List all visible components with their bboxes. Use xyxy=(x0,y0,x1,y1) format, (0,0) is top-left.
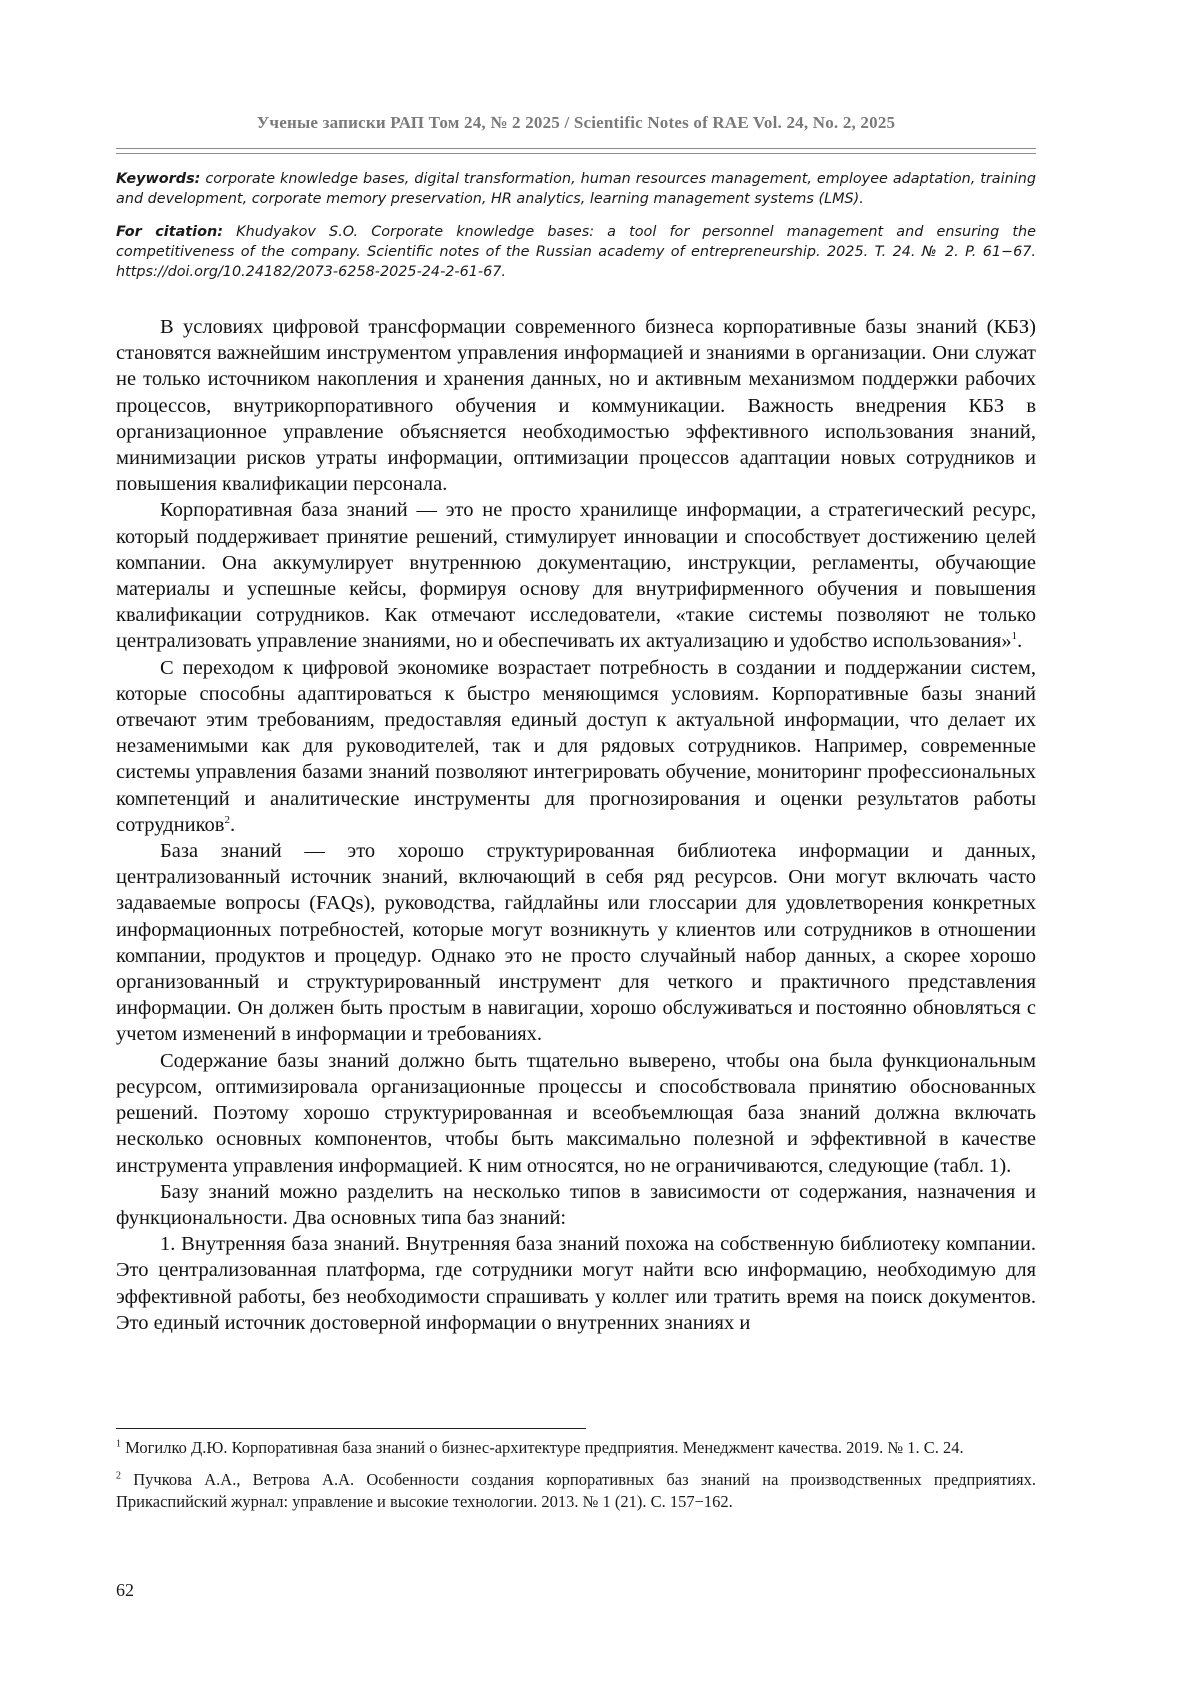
page-number: 62 xyxy=(116,1580,134,1600)
citation-label: For citation: xyxy=(116,224,224,240)
keywords-block xyxy=(116,169,1036,209)
body-paragraph xyxy=(116,838,1036,1048)
citation-block xyxy=(116,222,1036,282)
footnote-mark: 2 xyxy=(116,1470,121,1482)
body-paragraph xyxy=(116,497,1036,654)
paragraph-text: 1. Внутренняя база знаний. Внутренняя база знаний похожа на собственную библиотеку компании. Это централизованная платформа, где сотрудники могут найти всю информацию, необходимую для эффективной работы, без необходимости спрашивать у коллег или тратить время на поиск документов. Это единый источник достоверной информации о внутренних знаниях и xyxy=(116,1233,1036,1334)
paragraph-text: Базу знаний можно разделить на несколько типов в зависимости от содержания, назначения и функциональности. Два основных типа баз знаний: xyxy=(116,1180,1036,1229)
keywords-text: corporate knowledge bases, digital transformation, human resources management, employee adaptation, training and development, corporate memory preservation, HR analytics, learning management systems (LMS). xyxy=(116,171,1036,207)
footnote-text: Пучкова А.А., Ветрова А.А. Особенности создания корпоративных баз знаний на производственных предприятиях. Прикаспийский журнал: управление и высокие технологии. 2013. № 1 (21). С. 157−162. xyxy=(116,1470,1037,1511)
footnote-text: Могилко Д.Ю. Корпоративная база знаний о бизнес-архитектуре предприятия. Менеджмент качества. 2019. № 1. С. 24. xyxy=(125,1438,964,1457)
keywords-label: Keywords: xyxy=(116,171,201,187)
body-paragraph xyxy=(116,655,1036,838)
running-head: Ученые записки РАП Том 24, № 2 2025 / Scientific Notes of RAE Vol. 24, No. 2, 2025 xyxy=(256,113,896,132)
body-paragraph xyxy=(116,1048,1036,1179)
paragraph-text: Корпоративная база знаний — это не просто хранилище информации, а стратегический ресурс, который поддерживает принятие решений, стимулирует инновации и способствует достижению целей компании. Она аккумулирует внутреннюю документацию, инструкции, регламенты, обучающие материалы и успешные кейсы, формируя основу для внутрифирменного обучения и повышения квалификации сотрудников. Как отмечают исследователи, «такие системы позволяют не только централизовать управление знаниями, но и обеспечивать их актуализацию и удобство использования» xyxy=(116,499,1036,653)
footnote-ref[interactable]: 1 xyxy=(1011,630,1018,643)
citation-text: Khudyakov S.O. Corporate knowledge bases: a tool for personnel management and ensuring the competitiveness of the company. Scientific notes of the Russian academy of entrepreneurship. 2025. T. 24. № 2. P. 61−67. https://doi.org/10.24182/2073-6258-2025-24-2-61-67. xyxy=(116,224,1036,280)
footnote-item xyxy=(116,1469,1036,1513)
footnote-mark: 1 xyxy=(116,1438,121,1450)
footnote-ref[interactable]: 2 xyxy=(224,814,230,827)
paragraph-text: С переходом к цифровой экономике возрастает потребность в создании и поддержании систем, которые способны адаптироваться к быстро меняющимся условиям. Корпоративные базы знаний отвечают этим требованиям, предоставляя единый доступ к актуальной информации, что делает их незаменимыми как для руководителей, так и для рядовых сотрудников. Например, современные системы управления базами знаний позволяют интегрировать обучение, мониторинг профессиональных компетенций и аналитические инструменты для прогнозирования и оценки результатов работы сотрудников xyxy=(116,656,1036,836)
footnote-separator xyxy=(116,1428,586,1429)
body-paragraph xyxy=(116,314,1036,497)
header-rule-bottom xyxy=(116,153,1036,154)
paragraph-text: База знаний — это хорошо структурированная библиотека информации и данных, централизованный источник знаний, включающий в себя ряд ресурсов. Они могут включать часто задаваемые вопросы (FAQs), руководства, гайдлайны или глоссарии для удовлетворения конкретных информационных потребностей, которые могут возникнуть у клиентов или сотрудников в отношении компании, продуктов и процедур. Однако это не просто случайный набор данных, а скорее хорошо организованный и структурированный инструмент для четкого и практичного представления информации. Он должен быть простым в навигации, хорошо обслуживаться и постоянно обновляться с учетом изменений в информации и требованиях. xyxy=(116,840,1036,1046)
footnote-item xyxy=(116,1437,1036,1459)
body-paragraph xyxy=(116,1231,1036,1336)
paragraph-text: Содержание базы знаний должно быть тщательно выверено, чтобы она была функциональным ресурсом, оптимизировала организационные процессы и способствовала принятию обоснованных решений. Поэтому хорошо структурированная и всеобъемлющая база знаний должна включать несколько основных компонентов, чтобы быть максимально полезной и эффективной в качестве инструмента управления информацией. К ним относятся, но не ограничиваются, следующие (табл. 1). xyxy=(116,1049,1036,1177)
header-rule-top xyxy=(116,148,1036,149)
footnotes xyxy=(116,1437,1036,1523)
paragraph-tail: . xyxy=(229,813,236,836)
body-paragraph xyxy=(116,1179,1036,1231)
paragraph-text: В условиях цифровой трансформации современного бизнеса корпоративные базы знаний (КБЗ) становятся важнейшим инструментом управления информацией и знаниями в организации. Они служат не только источником накопления и хранения данных, но и активным механизмом поддержки рабочих процессов, внутрикорпоративного обучения и коммуникации. Важность внедрения КБЗ в организационное управление объясняется необходимостью эффективного использования знаний, минимизации рисков утраты информации, оптимизации процессов адаптации новых сотрудников и повышения квалификации персонала. xyxy=(116,316,1036,496)
article-body xyxy=(116,314,1036,1336)
paragraph-tail: . xyxy=(1017,630,1023,653)
